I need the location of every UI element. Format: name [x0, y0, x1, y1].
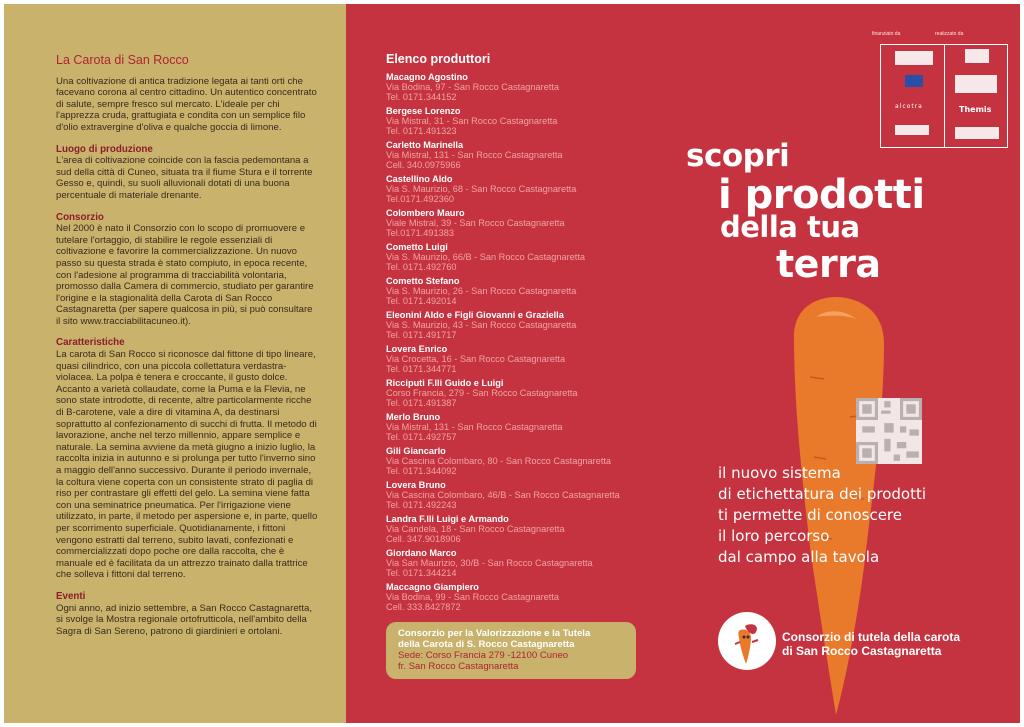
producer-phone: Tel. 0171.344092 — [386, 465, 457, 476]
producer-phone: Tel. 0171.344152 — [386, 91, 457, 102]
producer-entry — [386, 413, 636, 447]
producer-name: Eleonini Aldo e Figli Giovanni e Graziella — [386, 309, 564, 320]
heading-eventi: Eventi — [56, 590, 86, 602]
paragraph-eventi: Ogni anno, ad inizio settembre, a San Rocco Castagnaretta, si svolge la Mostra regionale ortofrutticola, nell'ambito della Sagra di San Sereno, patrono di giardinieri e ortolani. — [56, 602, 312, 637]
region-logo — [895, 51, 933, 65]
producers-entries — [386, 73, 636, 617]
carrot-mascot-logo — [718, 612, 776, 670]
producers-title: Elenco produttori — [386, 52, 491, 66]
tagline-line-3: ti permette di conoscere — [718, 506, 902, 524]
producer-entry — [386, 379, 636, 413]
producer-phone: Tel. 0171.492243 — [386, 499, 457, 510]
producer-phone: Tel. 0171.344771 — [386, 363, 457, 374]
producer-phone: Tel. 0171.491387 — [386, 397, 457, 408]
producer-entry — [386, 209, 636, 243]
carrot-description-column — [56, 55, 318, 637]
sponsor-logos — [868, 30, 1018, 148]
producer-phone: Tel. 0171.491323 — [386, 125, 457, 136]
headline-line-4: terra — [776, 242, 881, 286]
producer-name: Carletto Marinella — [386, 139, 464, 150]
producer-address: Via Mistral, 131 - San Rocco Castagnaretta — [386, 149, 563, 160]
producer-entry — [386, 243, 636, 277]
producer-name: Bergese Lorenzo — [386, 105, 461, 116]
producer-name: Cometto Stefano — [386, 275, 460, 286]
heading-caratteristiche: Caratteristiche — [56, 337, 125, 349]
producer-entry — [386, 447, 636, 481]
producer-address: Corso Francia, 279 - San Rocco Castagnaretta — [386, 387, 578, 398]
lab-logo — [965, 49, 989, 63]
tagline-line-4: il loro percorso — [718, 527, 830, 545]
section-title: La Carota di San Rocco — [56, 53, 189, 67]
impresa-verde-logo — [955, 127, 999, 139]
producer-address: Via Bodina, 97 - San Rocco Castagnaretta — [386, 81, 559, 92]
producer-entry — [386, 277, 636, 311]
producer-entry — [386, 583, 636, 617]
producer-name: Castellino Aldo — [386, 173, 453, 184]
producer-name: Colombero Mauro — [386, 207, 465, 218]
producer-name: Cometto Luigi — [386, 241, 448, 252]
realized-label: realizzato da — [935, 31, 964, 37]
producer-address: Via S. Maurizio, 26 - San Rocco Castagnaretta — [386, 285, 577, 296]
producer-phone: Tel. 0171.344214 — [386, 567, 457, 578]
producer-phone: Cell. 347.9018906 — [386, 533, 461, 544]
brand-line-1: Consorzio di tutela della carota — [782, 630, 961, 644]
producer-name: Ricciputi F.lli Guido e Luigi — [386, 377, 504, 388]
producer-address: Via Bodina, 99 - San Rocco Castagnaretta — [386, 591, 559, 602]
consortium-title-1: Consorzio per la Valorizzazione e la Tutela — [398, 628, 591, 639]
consortium-sede-1: Sede: Corso Francia 279 -12100 Cuneo — [398, 650, 569, 661]
chamber-logo — [895, 125, 929, 135]
paragraph-caratteristiche: La carota di San Rocco si riconosce dal fittone di tipo lineare, quasi cilindrico, con una piccola collettatura verdastra-violacea. La polpa è tenera e croccante, il gusto dolce. Accanto a varietà collaudate, come la Puma e la Flevia, ne sono state introdotte, di recente, altre particolarmente ricche di B-carotene, vale a dire di vitamina A, da destinarsi soprattutto al confezionamento di succhi di frutta. Il metodo di lavorazione, anche nel terzo millennio, appare semplice e naturale. La semina avviene da metà giugno a inizio luglio, la raccolta inizia in autunno e si prolunga per tutto l'inverno sino a maggio dell'anno successivo. Durante il periodo invernale, la coltura viene coperta con un consistente strato di paglia di riso per contrastare gli effetti del gelo. La semina viene fatta con una seminatrice pneumatica. Per l'irrigazione viene utilizzato, in parte, il metodo per aspersione e, in parte, quello per scorrimento superficiale. Quotidianamente, i fittoni vengono estratti dal terreno, subito lavati, confezionati e commercializzati dopo poche ore dalla raccolta, che è manuale ed è facilitata da un attrezzo trainato dalla trattrice che solleva i fittoni dal terreno. — [56, 349, 318, 581]
intro-paragraph: Una coltivazione di antica tradizione legata ai tanti orti che facevano corona al centro cittadino. Un autentico concentrato di salute, sempre fresco sul mercato. L'ideale per chi l'apprezza cruda, grattugiata e condita con un semplice filo d'olio extravergine d'oliva e qualche goccia di limone. — [56, 75, 317, 133]
producer-address: Via S. Maurizio, 68 - San Rocco Castagnaretta — [386, 183, 577, 194]
producer-name: Landra F.lli Luigi e Armando — [386, 513, 509, 524]
producer-phone: Cell. 340.0975966 — [386, 159, 461, 170]
heading-luogo: Luogo di produzione — [56, 143, 153, 155]
producer-phone: Tel. 0171.492760 — [386, 261, 457, 272]
producer-phone: Tel. 0171.491717 — [386, 329, 457, 340]
financed-label: finanziato da — [872, 31, 901, 37]
producer-entry — [386, 73, 636, 107]
headline-line-3: della tua — [720, 210, 860, 244]
producer-address: Via S. Maurizio, 43 - San Rocco Castagnaretta — [386, 319, 577, 330]
producer-entry — [386, 311, 636, 345]
consortium-box — [386, 622, 636, 679]
producer-name: Giordano Marco — [386, 547, 457, 558]
tagline-line-1: il nuovo sistema — [718, 464, 841, 482]
headline-line-1: scopri — [686, 138, 790, 174]
consortium-sede-2: fr. San Rocco Castagnaretta — [398, 661, 519, 672]
producer-entry — [386, 175, 636, 209]
producer-address: Via Candela, 18 - San Rocco Castagnaretta — [386, 523, 565, 534]
producer-address: Via Mistral, 31 - San Rocco Castagnaretta — [386, 115, 558, 126]
logo-frame — [880, 44, 1008, 148]
tagline-line-5: dal campo alla tavola — [718, 548, 880, 566]
headline-line-2: i prodotti — [718, 172, 925, 218]
producer-entry — [386, 141, 636, 175]
producer-entry — [386, 481, 636, 515]
qr-code-icon — [856, 398, 922, 464]
producer-phone: Cell. 333.8427872 — [386, 601, 461, 612]
producer-entry — [386, 107, 636, 141]
producer-address: Via Mistral, 131 - San Rocco Castagnaretta — [386, 421, 563, 432]
alcotra-logo: alcotra — [895, 103, 923, 110]
producer-name: Maccagno Giampiero — [386, 581, 479, 592]
brand-line-2: di San Rocco Castagnaretta — [782, 644, 942, 658]
tagline-line-2: di etichettatura dei prodotti — [718, 485, 927, 503]
producer-entry — [386, 345, 636, 379]
producer-name: Gili Giancarlo — [386, 445, 446, 456]
producer-phone: Tel.0171.491383 — [386, 227, 454, 238]
producer-address: Via S. Maurizio, 66/B - San Rocco Castagnaretta — [386, 251, 585, 262]
producer-name: Merlo Bruno — [386, 411, 441, 422]
producer-entry — [386, 549, 636, 583]
producer-phone: Tel.0171.492360 — [386, 193, 454, 204]
producer-phone: Tel. 0171.492757 — [386, 431, 457, 442]
brand-name — [782, 630, 960, 658]
school-logo — [955, 75, 997, 93]
consortium-title-2: della Carota di S. Rocco Castagnaretta — [398, 639, 575, 650]
producer-name: Macagno Agostino — [386, 71, 468, 82]
eu-flag-icon — [905, 75, 923, 87]
producer-address: Via Cascina Colombaro, 80 - San Rocco Castagnaretta — [386, 455, 612, 466]
producer-entry — [386, 515, 636, 549]
producer-name: Lovera Bruno — [386, 479, 446, 490]
producer-address: Via San Maurizio, 30/B - San Rocco Castagnaretta — [386, 557, 593, 568]
producer-address: Viale Mistral, 39 - San Rocco Castagnaretta — [386, 217, 565, 228]
producer-phone: Tel. 0171.492014 — [386, 295, 457, 306]
themis-logo: Themis — [959, 105, 992, 114]
tagline — [718, 463, 958, 568]
heading-consorzio: Consorzio — [56, 211, 104, 223]
producer-address: Via Crocetta, 16 - San Rocco Castagnaretta — [386, 353, 566, 364]
paragraph-luogo: L'area di coltivazione coincide con la fascia pedemontana a sud della città di Cuneo, situata tra il fiume Stura e il torrente Gesso e, quindi, su suoli alluvionali dotati di una buona percentuale di materiale drenante. — [56, 155, 313, 201]
producer-name: Lovera Enrico — [386, 343, 448, 354]
producers-list — [386, 52, 636, 617]
producer-address: Via Cascina Colombaro, 46/B - San Rocco Castagnaretta — [386, 489, 620, 500]
paragraph-consorzio: Nel 2000 è nato il Consorzio con lo scopo di promuovere e tutelare l'ortaggio, di stabilire le regole essenziali di coltivazione e favorire la commercializzazione. Un nuovo passo su questa strada è stato compiuto, in epoca recente, con l'adesione al programma di tracciabilità volontaria, promosso dalla Camera di commercio, studiato per garantire l'origine e la stagionalità della Carota di San Rocco Castagnaretta (per sapere qualcosa in più, si può consultare il sito www.tracciabilitacuneo.it). — [56, 223, 314, 327]
